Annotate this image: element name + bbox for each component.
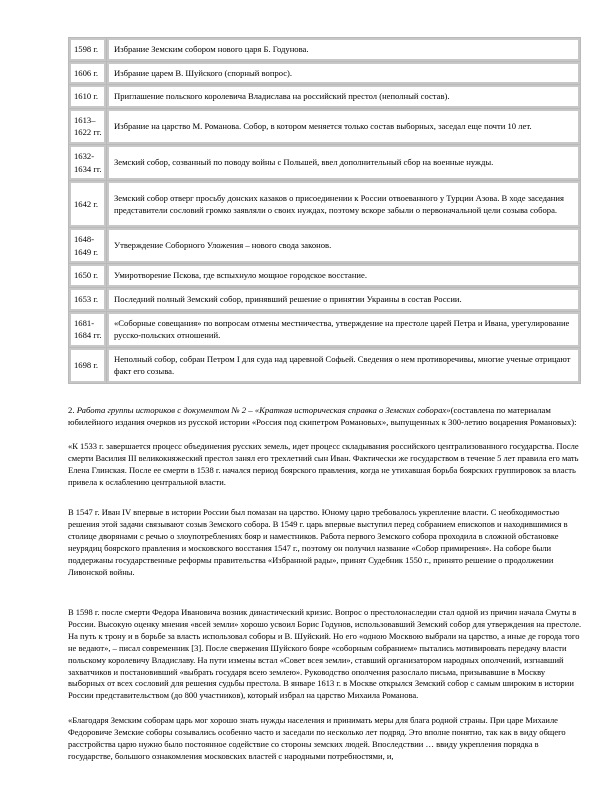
year-cell: 1632- 1634 гг.: [69, 145, 106, 180]
table-row: [69, 62, 580, 85]
event-cell: Последний полный Земский собор, принявший решение о принятии Украины в состав России.: [107, 288, 580, 311]
section-heading: [68, 405, 588, 428]
event-cell: Приглашение польского королевича Владислава на российский престол (неполный состав).: [107, 85, 580, 108]
event-cell: Земский собор, созванный по поводу войны с Польшей, ввел дополнительный сбор на военные нужды.: [107, 145, 580, 180]
paragraph-3: В 1598 г. после смерти Федора Ивановича возник династический кризис. Вопрос о престолонаследии стал одной из причин начала Смуты в России. Высокую оценку мнения «всей земли» хорошо усвоил Борис Годунов, использовавший Земский собор для утверждения на престоле. На путь к трону и в борьбе за власть использовал соборы и В. Шуйский. Но его «одною Москвою выбрали на царство, а иные де города того не ведают», – писал современник [3]. После свержения Шуйского бояре «соборным собранием» пытались мотивировать передачу власти польскому королевичу Владиславу. На пути измены встал «Совет всея земли», ставший организатором народных ополчений, изгнавший захватчиков и постановивший «выбрать государя всею землею». Руководство ополчения разослало письма, призывавшие в Москву выборных от всех сословий для решения судьбы престола. В январе 1613 г. в Москве открылся Земский собор с самым широким в истории России представительством (до 800 участников), который избрал на царство Михаила Романова.: [68, 607, 582, 701]
year-cell: 1613– 1622 гг.: [69, 109, 106, 144]
event-cell: Земский собор отверг просьбу донских казаков о присоединении к России отвоеванного у Турции Азова. В ходе заседания представители сословий громко заявляли о своих нуждах, поэтому вскоре забыли о первоначальной цели созыва собора.: [107, 181, 580, 227]
paragraph-4: «Благодаря Земским соборам царь мог хорошо знать нужды населения и принимать меры для блага родной страны. При царе Михаиле Федоровиче Земские соборы созывались особенно часто и заседали по несколько лет подряд. Это вполне понятно, так как в виду общего расстройства царю нужно было постоянное содействие со стороны земских людей. Впоследствии … ввиду укрепления порядка в государстве, большого ознакомления московских властей с народными потребностями, и,: [68, 715, 566, 761]
table-row: [69, 228, 580, 263]
table-row: [69, 288, 580, 311]
table-row: [69, 38, 580, 61]
section-title: Работа группы историков с документом № 2 – «Краткая историческая справка о Земских соборах»: [76, 405, 451, 415]
event-cell: Утверждение Соборного Уложения – нового свода законов.: [107, 228, 580, 263]
paragraph-2: В 1547 г. Иван IV впервые в истории России был помазан на царство. Юному царю требовалось укрепление власти. С необходимостью решения этой задачи связывают созыв Земского собора. В 1549 г. царь впервые выступил перед собранием епископов и находившимися в столице дворянами с речью о злоупотреблениях бояр и наместников. Работа первого Земского собора проходила в сложной обстановке неурядиц боярского правления и московского восстания 1547 г., поэтому он получил название «Собор примирения». На соборе были поддержаны государственные реформы правительства «Избранной рады», принят Судебник 1550 г., принято решение о продолжении Ливонской войны.: [68, 507, 568, 577]
event-cell: Умиротворение Пскова, где вспыхнуло мощное городское восстание.: [107, 264, 580, 287]
table-row: [69, 181, 580, 227]
paragraph-1: «К 1533 г. завершается процесс объединения русских земель, идет процесс складывания российского централизованного государства. После смерти Василия III великокняжеский престол занял его трехлетний сын Иван. Фактически же государством в течение 5 лет правила его мать Елена Глинская. После ее смерти в 1538 г. начался период боярского правления, когда не утихавшая борьба боярских группировок за власть привела к ослаблению центральной власти.: [68, 441, 579, 487]
table-row: [69, 85, 580, 108]
table-row: [69, 264, 580, 287]
event-cell: Избрание Земским собором нового царя Б. Годунова.: [107, 38, 580, 61]
year-cell: 1681- 1684 гг.: [69, 312, 106, 347]
section-title-rest: (составлена по материалам юбилейного издания очерков из русской истории «Россия под скипетром Романовых», выпущенных к 300-летию воцарения Романовых):: [68, 405, 577, 427]
table-row: [69, 312, 580, 347]
year-cell: 1650 г.: [69, 264, 106, 287]
section-number: 2.: [68, 405, 75, 415]
table-row: [69, 348, 580, 383]
year-cell: 1606 г.: [69, 62, 106, 85]
event-cell: «Соборные совещания» по вопросам отмены местничества, утверждение на престоле царей Петра и Ивана, урегулирование русско-польских отношений.: [107, 312, 580, 347]
year-cell: 1698 г.: [69, 348, 106, 383]
table-row: [69, 145, 580, 180]
table-row: [69, 109, 580, 144]
event-cell: Неполный собор, собран Петром I для суда над царевной Софьей. Сведения о нем противоречивы, многие ученые отрицают факт его созыва.: [107, 348, 580, 383]
event-cell: Избрание на царство М. Романова. Собор, в котором меняется только состав выборных, заседал еще почти 10 лет.: [107, 109, 580, 144]
year-cell: 1642 г.: [69, 181, 106, 227]
year-cell: 1610 г.: [69, 85, 106, 108]
year-cell: 1648- 1649 г.: [69, 228, 106, 263]
chronology-table: [68, 37, 581, 384]
year-cell: 1653 г.: [69, 288, 106, 311]
event-cell: Избрание царем В. Шуйского (спорный вопрос).: [107, 62, 580, 85]
chronology-table-body: [69, 38, 580, 383]
year-cell: 1598 г.: [69, 38, 106, 61]
